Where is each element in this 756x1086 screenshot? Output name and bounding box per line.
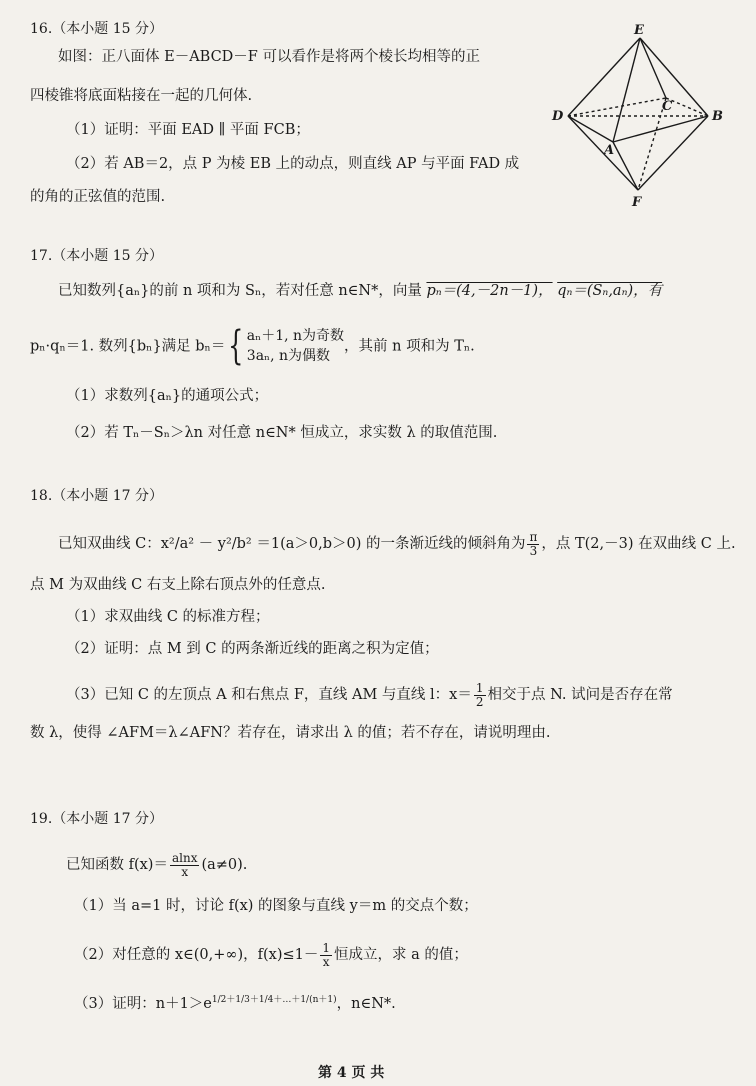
q16-part2-line1: （2）若 AB＝2，点 P 为棱 EB 上的动点，则直线 AP 与平面 FAD 成 <box>66 156 520 172</box>
q18-line1-text: 已知双曲线 C：x²/a² － y²/b² ＝1(a＞0,b＞0) 的一条渐近线的倾斜角为 <box>58 536 526 553</box>
q19-intro-tail: (a≠0). <box>201 857 248 874</box>
q19-part2-denominator: x <box>322 954 330 969</box>
q18-line2: 点 M 为双曲线 C 右支上除右顶点外的任意点. <box>30 577 326 593</box>
octahedron-figure <box>548 20 748 210</box>
q17-line1 <box>58 284 662 299</box>
figure-label-F: F <box>632 195 642 210</box>
q17-header: 17.（本小题 15 分） <box>30 248 163 264</box>
figure-label-E: E <box>634 23 644 38</box>
q17-part1: （1）求数列{aₙ}的通项公式； <box>66 388 269 404</box>
figure-label-C: C <box>662 99 673 114</box>
q16-part1: （1）证明：平面 EAD ∥ 平面 FCB； <box>66 122 310 138</box>
q16-intro-line2: 四棱锥将底面粘接在一起的几何体. <box>30 88 253 104</box>
q19-part2-text: （2）对任意的 x∈(0,+∞)，f(x)≤1－ <box>74 947 319 964</box>
q17-line2-tail: ，其前 n 项和为 Tₙ. <box>344 338 475 355</box>
q18-part3-tail: 相交于点 N. 试问是否存在常 <box>487 687 673 704</box>
q17-vector-p: pₙ＝(4,－2n－1)， <box>426 283 553 299</box>
q17-cases <box>247 326 344 367</box>
q18-header: 18.（本小题 17 分） <box>30 488 163 504</box>
q16-intro-line1: 如图：正八面体 E－ABCD－F 可以看作是将两个棱长均相等的正 <box>58 49 480 65</box>
q17-part2: （2）若 Tₙ－Sₙ＞λn 对任意 n∈N* 恒成立，求实数 λ 的取值范围. <box>66 425 498 441</box>
q17-case-odd: aₙ＋1, n为奇数 <box>246 328 345 344</box>
q18-line-l-fraction <box>474 682 486 708</box>
q19-part1: （1）当 a=1 时，讨论 f(x) 的图象与直线 y＝m 的交点个数； <box>74 898 478 914</box>
q17-line2 <box>30 323 475 370</box>
q19-intro <box>66 852 247 878</box>
q18-angle-numerator: π <box>529 530 538 544</box>
q18-angle-denominator: 3 <box>529 543 538 558</box>
q19-part2-fraction <box>320 942 332 968</box>
q18-line-l-denominator: 2 <box>475 694 484 709</box>
q19-function-numerator: alnx <box>171 851 198 865</box>
figure-label-D: D <box>552 109 564 124</box>
q18-angle-fraction <box>527 531 539 557</box>
q18-line-l-numerator: 1 <box>475 681 484 695</box>
q18-line1 <box>58 531 736 557</box>
q19-part2 <box>74 942 468 968</box>
q17-case-even: 3aₙ, n为偶数 <box>246 348 331 365</box>
q18-part3-line1 <box>66 682 673 708</box>
q18-part2: （2）证明：点 M 到 C 的两条渐近线的距离之积为定值； <box>66 641 439 657</box>
q19-part3 <box>74 996 396 1011</box>
q17-brace: { <box>228 323 244 370</box>
q19-part2-numerator: 1 <box>322 941 330 955</box>
q19-part3-text: （3）证明：n＋1＞e <box>74 995 212 1012</box>
figure-label-A: A <box>604 143 615 158</box>
q16-part2-line2: 的角的正弦值的范围. <box>30 189 166 205</box>
page-footer: 第 4 页 共 <box>318 1065 385 1081</box>
q18-line1-tail: ，点 T(2,－3) 在双曲线 C 上. <box>541 536 736 553</box>
q19-header: 19.（本小题 17 分） <box>30 811 163 827</box>
q19-part3-exponent: 1/2＋1/3＋1/4＋…＋1/(n＋1) <box>211 995 337 1005</box>
q19-part2-tail: 恒成立，求 a 的值； <box>334 947 468 964</box>
q19-function-denominator: x <box>181 864 189 879</box>
q19-part3-tail: ，n∈N*. <box>336 995 396 1012</box>
q16-header: 16.（本小题 15 分） <box>30 21 163 37</box>
q18-part3-line2: 数 λ，使得 ∠AFM＝λ∠AFN？若存在，请求出 λ 的值；若不存在，请说明理由. <box>30 725 551 741</box>
q18-part1: （1）求双曲线 C 的标准方程； <box>66 609 270 625</box>
q19-function-fraction <box>170 852 200 878</box>
q17-line1-text: 已知数列{aₙ}的前 n 项和为 Sₙ，若对任意 n∈N*，向量 <box>58 283 422 299</box>
q17-vector-q: qₙ＝(Sₙ,aₙ)，有 <box>557 283 663 299</box>
q18-part3-text: （3）已知 C 的左顶点 A 和右焦点 F，直线 AM 与直线 l：x＝ <box>66 687 472 704</box>
q19-intro-text: 已知函数 f(x)＝ <box>66 857 168 874</box>
q17-line2-text: pₙ·qₙ＝1. 数列{bₙ}满足 bₙ＝ <box>30 338 226 355</box>
figure-label-B: B <box>712 109 723 124</box>
